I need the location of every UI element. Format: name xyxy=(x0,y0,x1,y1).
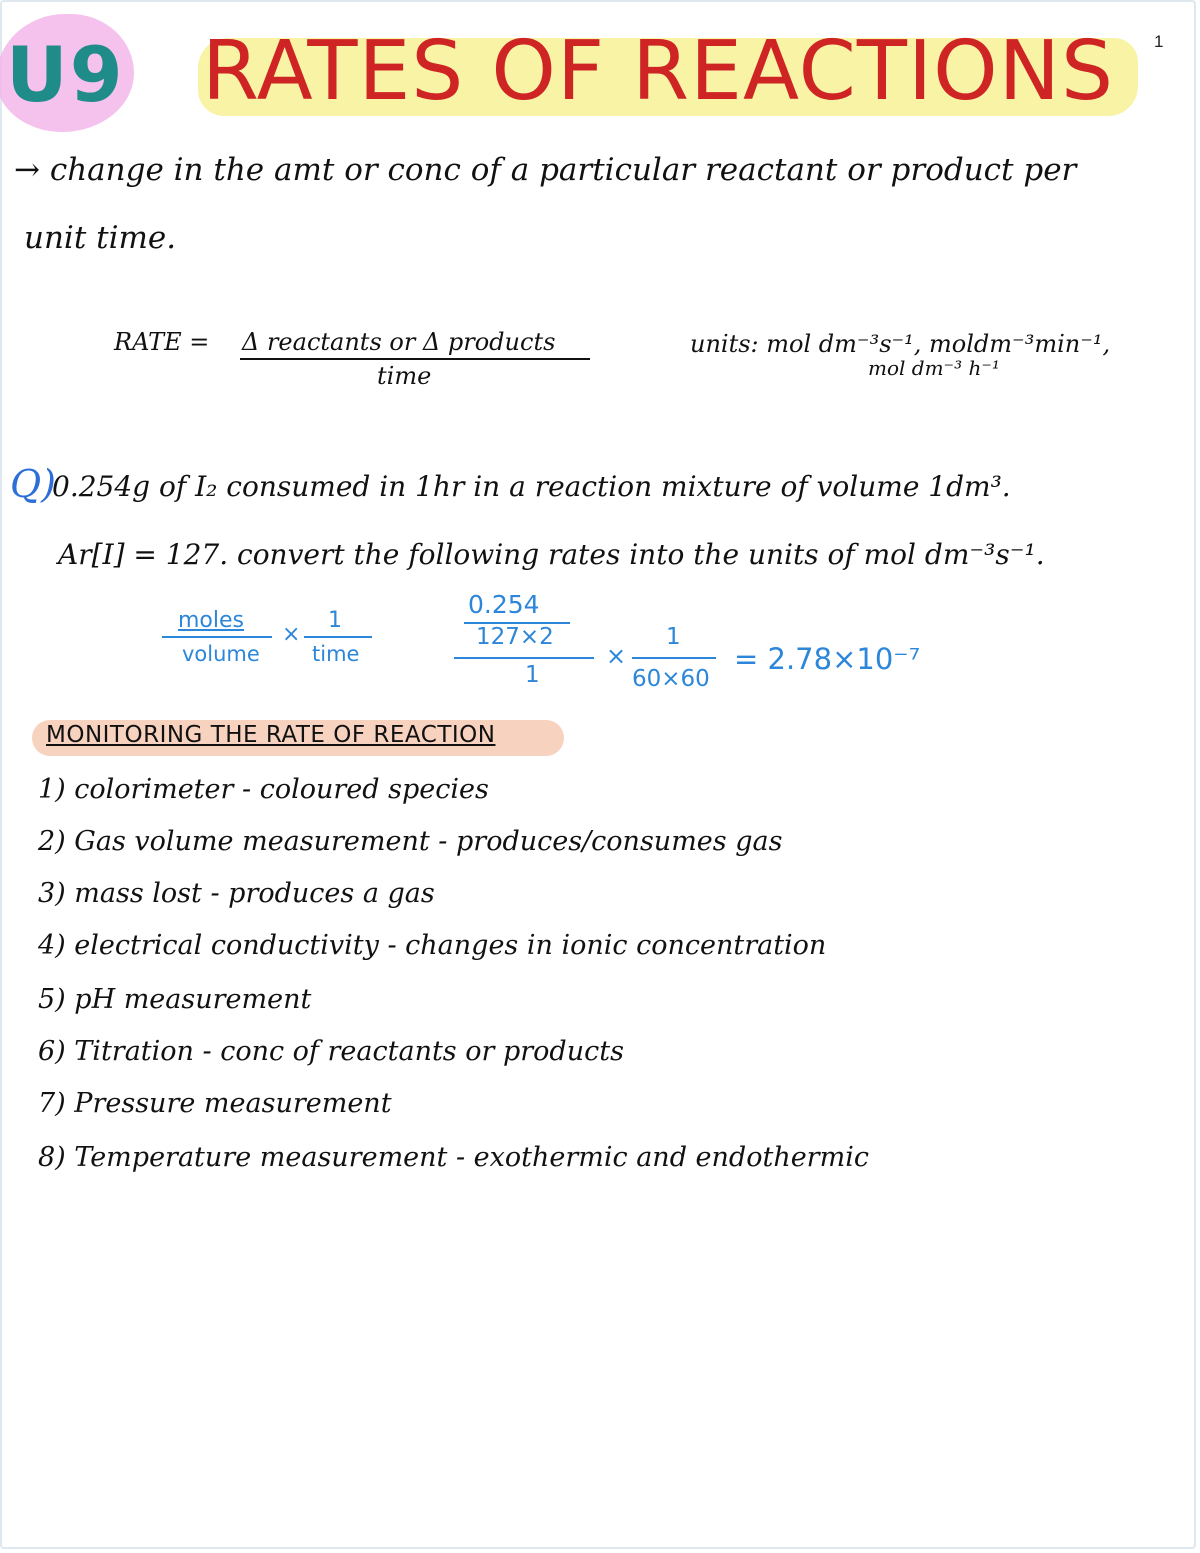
working-mass: 0.254 xyxy=(468,590,540,619)
monitoring-title: MONITORING THE RATE OF REACTION xyxy=(46,722,496,748)
working-fraction-bar-1 xyxy=(162,636,272,638)
working-fraction-bar-2 xyxy=(304,636,372,638)
working-fraction-bar-4 xyxy=(454,657,594,659)
definition-line-1: → change in the amt or conc of a particular reactant or product per xyxy=(14,152,1077,188)
working-molar-mass: 127×2 xyxy=(476,624,554,650)
definition-line-2: unit time. xyxy=(24,220,177,256)
monitoring-item-1: 1) colorimeter - coloured species xyxy=(38,774,489,805)
rate-label: RATE = xyxy=(114,328,210,356)
working-second-one: 1 xyxy=(666,624,681,650)
rate-units-line-1: units: mol dm⁻³s⁻¹, moldm⁻³min⁻¹, xyxy=(690,330,1111,358)
monitoring-item-2: 2) Gas volume measurement - produces/consumes gas xyxy=(38,826,783,857)
working-time: time xyxy=(312,642,360,666)
working-volume: volume xyxy=(182,642,260,666)
working-fraction-bar-5 xyxy=(632,657,716,659)
monitoring-item-6: 6) Titration - conc of reactants or products xyxy=(38,1036,624,1067)
rate-denominator: time xyxy=(377,362,432,390)
working-times-2: × xyxy=(606,642,627,670)
page-number: 1 xyxy=(1154,32,1164,51)
rate-fraction-bar xyxy=(240,358,590,360)
question-line-2: Ar[I] = 127. convert the following rates into the units of mol dm⁻³s⁻¹. xyxy=(58,538,1045,571)
monitoring-item-5: 5) pH measurement xyxy=(38,984,312,1015)
working-result: = 2.78×10⁻⁷ xyxy=(734,642,921,676)
monitoring-item-3: 3) mass lost - produces a gas xyxy=(38,878,435,909)
unit-label: U9 xyxy=(6,30,125,119)
working-moles: moles xyxy=(178,608,244,633)
monitoring-item-7: 7) Pressure measurement xyxy=(38,1088,392,1119)
rate-numerator: Δ reactants or Δ products xyxy=(242,328,556,356)
working-volume-one: 1 xyxy=(525,662,540,688)
monitoring-item-8: 8) Temperature measurement - exothermic and endothermic xyxy=(38,1142,869,1173)
working-times-1: × xyxy=(282,622,301,647)
working-seconds: 60×60 xyxy=(632,666,710,692)
question-line-1: 0.254g of I₂ consumed in 1hr in a reaction mixture of volume 1dm³. xyxy=(52,470,1011,503)
rate-units-line-2: mol dm⁻³ h⁻¹ xyxy=(868,356,1000,380)
page-title: RATES OF REACTIONS xyxy=(202,24,1115,119)
working-one: 1 xyxy=(328,608,342,633)
monitoring-item-4: 4) electrical conductivity - changes in ionic concentration xyxy=(38,930,827,961)
question-marker: Q) xyxy=(10,462,56,506)
